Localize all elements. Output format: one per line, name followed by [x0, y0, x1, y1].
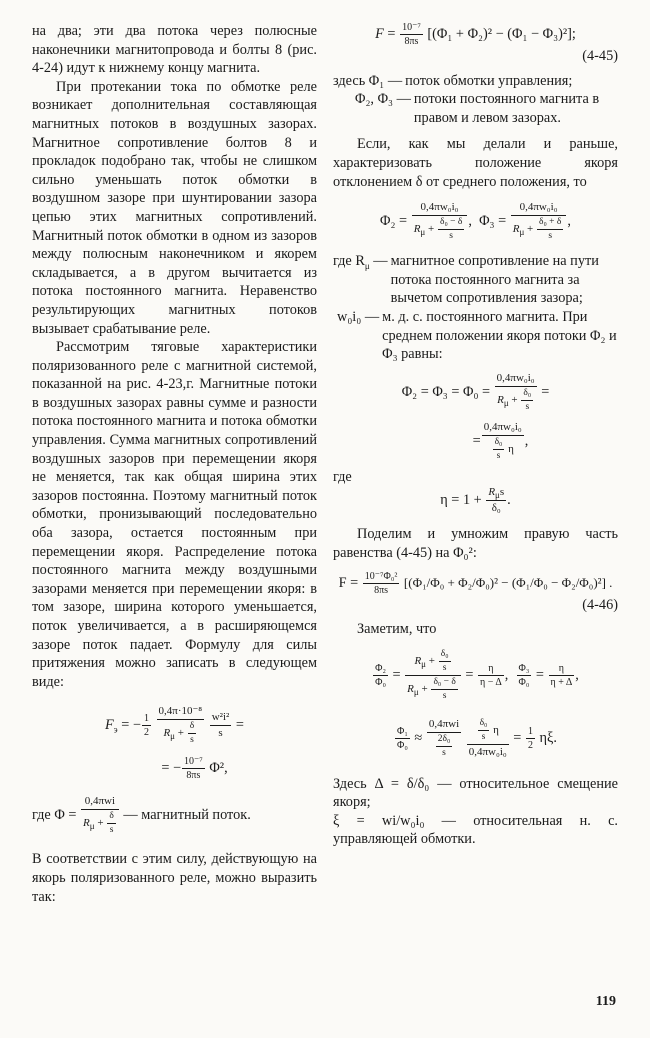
- right-paragraph-1: Если, как мы делали и раньше, характеризовать положение якоря отклонением δ от среднего положения, то: [333, 136, 618, 190]
- equation-number: (4-45): [582, 48, 618, 64]
- definition-phi1: здесь Φ₁ — поток обмотки управления;: [333, 72, 573, 89]
- right-paragraph-2: Поделим и умножим правую часть равенства (4-45) на Φ₀²:: [333, 526, 618, 561]
- fraction: $\frac{\text{0,4πwi}}{\frac{\text{2δ₀}}{s}}$: [428, 717, 460, 758]
- fraction: $\frac{\text{10⁻⁷Φ₀²}}{8\pi s}$: [364, 570, 398, 596]
- fraction: $\frac{\eta}{\eta + \Delta}$: [550, 662, 573, 688]
- fraction: $\frac{\text{w²i²}}{s}$: [211, 711, 230, 740]
- fraction: $R_\mu$ + $\frac{\text{δ₀}}{s}$ $R_\mu$ + $\frac{\text{δ₀ − δ}}{s}$: [405, 649, 461, 702]
- fraction: $\frac{\text{Φ₂}}{\text{Φ₀}}$: [375, 662, 386, 688]
- fraction: 0,4πw₀i₀ $\frac{\text{δ₀}}{s}$ η: [483, 420, 522, 461]
- formula-phi0-2: = 0,4πw₀i₀ $\frac{\text{δ₀}}{s}$ η ,: [472, 420, 529, 461]
- where-eta-label: где: [333, 468, 352, 485]
- left-column: [32, 22, 317, 906]
- fraction: $\frac{1}{2}$: [527, 725, 533, 751]
- fraction: $\frac{\text{Φ₃}}{\text{Φ₀}}$: [518, 662, 530, 688]
- fraction: 0,4π·10⁻⁸ $R_\mu$ + $\frac{\delta}{s}$: [158, 705, 203, 746]
- page-number: 119: [595, 994, 616, 1009]
- right-column: [333, 22, 618, 849]
- formula-phi0: Φ₂ = Φ₃ = Φ₀ = 0,4πw₀i₀ $R_\mu$ + $\frac{\text{δ₀}}{s}$ =: [401, 371, 550, 412]
- formula-4-45: F = $\frac{\text{10⁻⁷}}{8\pi s}$ [(Φ₁ + Φ₂)² − (Φ₁ − Φ₃)²];: [375, 22, 576, 47]
- formula-fe-2: = − $\frac{\text{10⁻⁷}}{8\pi s}$ Φ²,: [161, 756, 228, 782]
- fraction: $\frac{\text{10⁻⁷}}{8\pi s}$: [184, 756, 203, 782]
- formula-fe: $F_э$ = − $\frac{1}{2}$ 0,4π·10⁻⁸ $R_\mu$ + $\frac{\delta}{s}$ $\frac{\text{w²i²}}{s}$ =: [105, 705, 244, 746]
- formula-phi2-phi3: Φ₂ = 0,4πw₀i₀ $R_\mu$ + $\frac{\text{δ₀ − δ}}{s}$ , Φ₃ = 0,4πw₀i₀ $R_\mu$ + $\frac{\text{δ₀ + δ}}{s}$ ,: [380, 201, 571, 242]
- fraction: $\frac{\text{Φ₁}}{\text{Φ₀}}$: [397, 725, 408, 751]
- left-paragraph-1: на два; эти два потока через полюсные наконечники магнитопровода и болты 8 (рис. 4-24) идут к нижнему концу магнита.: [32, 23, 317, 77]
- fraction: $\frac{\text{δ₀}}{s}$ η 0,4πw₀i₀: [468, 717, 507, 758]
- fraction: 0,4πw₀i₀ $R_\mu$ + $\frac{\text{δ₀ + δ}}{s}$: [511, 201, 567, 242]
- equation-number: (4-46): [582, 596, 618, 613]
- definition-phi2-phi3: Φ₂, Φ₃ — потоки постоянного магнита в правом и левом зазорах.: [355, 91, 600, 126]
- formula-ratio-phi2: $\frac{\text{Φ₂}}{\text{Φ₀}}$ = $R_\mu$ + $\frac{\text{δ₀}}{s}$ $R_\mu$ + $\frac{\text{δ₀ − δ}}{s}$ = $\frac{\eta}{\eta - \Delta}$ , $\frac{\text{Φ₃}}{\text{Φ₀}}$ = $\frac{\eta}{\eta + \Delta}$ ,: [375, 648, 579, 701]
- left-paragraph-4: В соответствии с этим силу, действующую на якорь поляризованного реле, можно выразить так:: [32, 851, 317, 905]
- fraction: 0,4πwi $R_\mu$ + $\frac{\delta}{s}$: [81, 795, 119, 836]
- fraction: $\frac{1}{2}$: [143, 713, 149, 739]
- left-paragraph-3: Рассмотрим тяговые характеристики поляризованного реле с магнитной системой, показанной на рис. 4-23,г. Магнитные потоки в воздушных зазорах равны сумме и разности потока постоянного магнита и потока обмотки управления. Сумма магнитных сопротивлений воздушных зазоров при перемещении якоря не меняется, так как общая ширина этих зазоров постоянна. Поэтому магнитный поток обмотки, пронизывающий последовательно оба зазора, остается постоянным при перемещении якоря. Распределение потока постоянного магнита между воздушными зазорами меняется при перемещении якоря: в том зазоре, ширина которого уменьшается, поток увеличивается, а в расширяющемся зазоре поток падает. Формулу для силы притяжения можно записать в следующем виде:: [32, 339, 317, 690]
- fraction: $\frac{R_\mu s}{\text{δ₀}}$: [488, 486, 505, 515]
- definition-delta: Здесь Δ = δ/δ₀ — относительное смещение якоря;: [333, 775, 618, 811]
- fraction: 0,4πw₀i₀ $R_\mu$ + $\frac{\text{δ₀}}{s}$: [496, 371, 535, 412]
- definition-r-mu: где $R_\mu$ — магнитное сопротивление на пути потока постоянного магнита за вычетом сопротивления зазора;: [333, 253, 599, 307]
- fraction: $\frac{\eta}{\eta - \Delta}$: [480, 662, 502, 688]
- formula-4-46: F = $\frac{\text{10⁻⁷Φ₀²}}{8\pi s}$ [(Φ₁/Φ₀ + Φ₂/Φ₀)² − (Φ₁/Φ₀ − Φ₂/Φ₀)²] .: [338, 570, 613, 596]
- definition-w0i0: w₀i₀ — м. д. с. постоянного магнита. При среднем положении якоря потоки Φ₂ и Φ₃ равны:: [337, 308, 617, 363]
- formula-ratio-phi1: $\frac{\text{Φ₁}}{\text{Φ₀}}$ ≈ $\frac{\text{0,4πwi}}{\frac{\text{2δ₀}}{s}}$ $\frac{\text{δ₀}}{s}$ η 0,4πw₀i₀ = $\frac{1}{2}$ ηξ.: [397, 717, 557, 758]
- left-paragraph-2: При протекании тока по обмотке реле возникает дополнительная составляющая магнитных потоков в воздушных зазорах. Магнитное сопротивление болтов 8 и прокладок подобрано так, чтобы не слишком сильно уменьшать поток обмотки в воздушном зазоре при шунтировании зазора цепью этих магнитных сопротивлений. Магнитный поток обмотки в одном из зазоров между полюсным наконечником и якорем складывается, а в другом вычитается из потока постоянного магнита. Неравенство результирующих магнитных потоков вызывает срабатывание реле.: [32, 78, 317, 337]
- note-label: Заметим, что: [357, 621, 437, 638]
- definition-xi: ξ = wi/w₀i₀ — относительная н. с. управляющей обмотки.: [333, 812, 618, 848]
- phi-definition: где Φ = 0,4πwi $R_\mu$ + $\frac{\delta}{s}$ — магнитный поток.: [32, 795, 251, 836]
- formula-eta: η = 1 + $\frac{R_\mu s}{\text{δ₀}}$ .: [440, 486, 511, 515]
- fraction: 0,4πw₀i₀ $R_\mu$ + $\frac{\text{δ₀ − δ}}{s}$: [412, 201, 468, 242]
- fraction: $\frac{\text{10⁻⁷}}{8\pi s}$: [402, 22, 421, 47]
